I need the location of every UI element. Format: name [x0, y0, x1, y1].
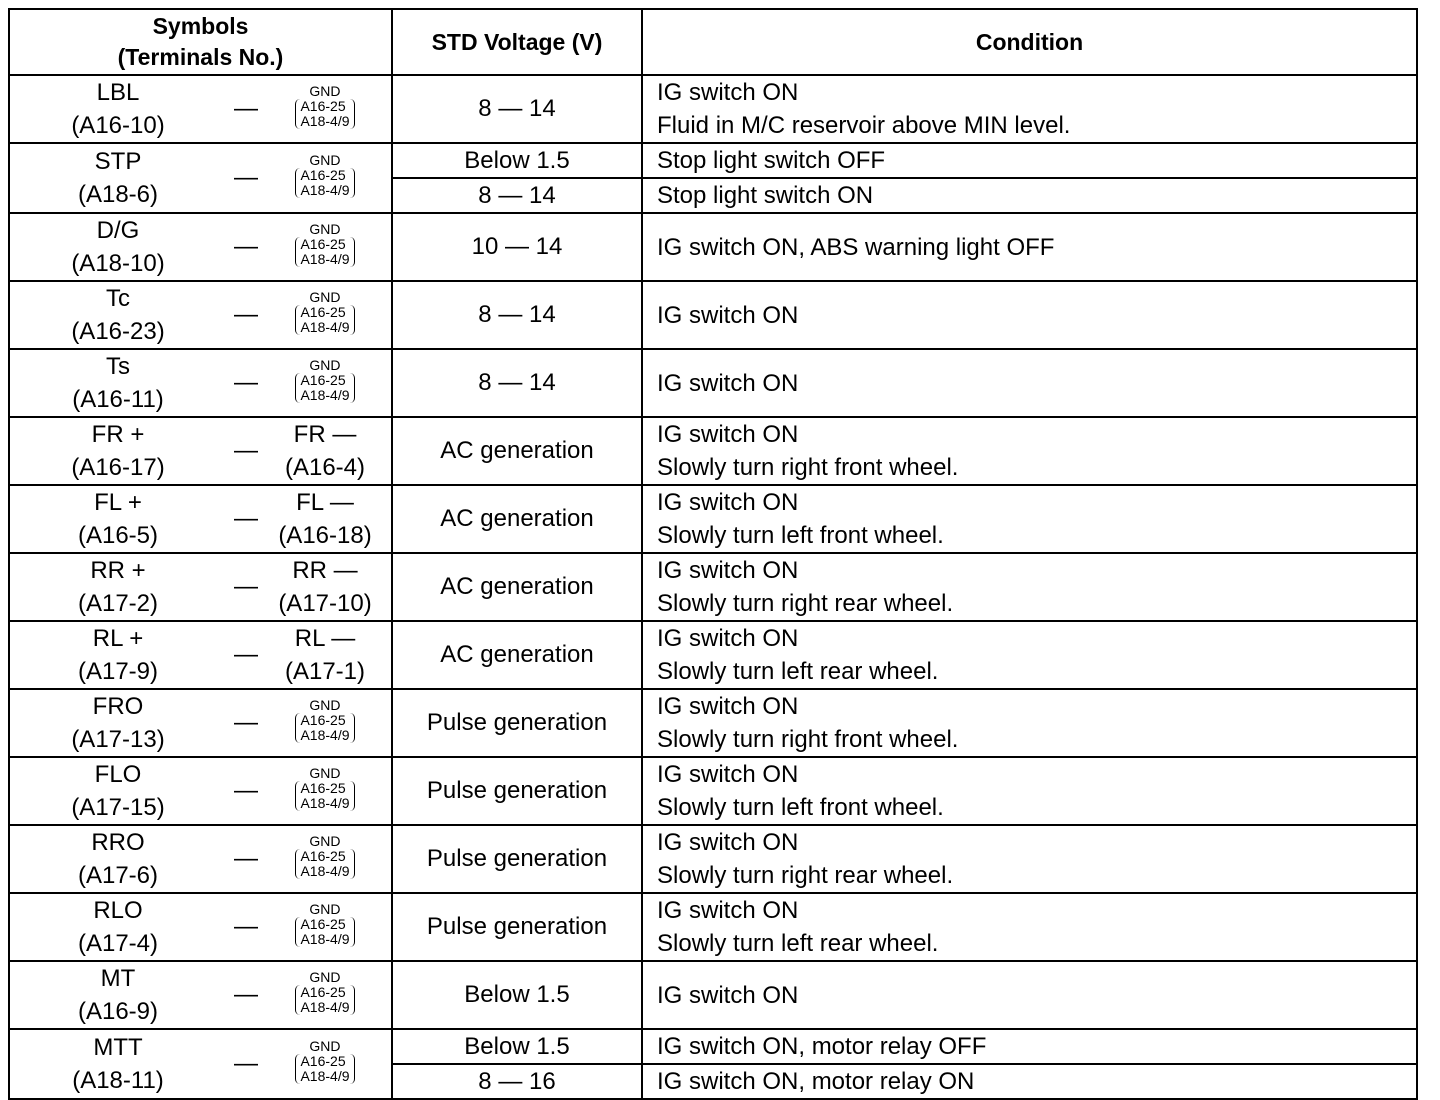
ground-label: GND — [309, 1037, 341, 1054]
ground-reference — [295, 358, 354, 403]
condition-cell — [642, 961, 1417, 1029]
ground-terminals-bracket — [295, 713, 354, 743]
ground-terminal-2: A18-4/9 — [300, 862, 350, 879]
terminal-right — [266, 486, 384, 552]
table-row — [9, 825, 1417, 893]
voltage-spec-table — [8, 8, 1418, 1100]
right-terminal-number: (A17-10) — [278, 590, 372, 617]
terminal-number: (A16-11) — [72, 386, 164, 413]
ground-label: GND — [309, 764, 341, 781]
std-voltage-cell: Pulse generation — [392, 825, 642, 893]
terminal-right — [266, 222, 384, 273]
ground-terminal-2: A18-4/9 — [300, 998, 350, 1015]
right-terminal-number: (A16-18) — [278, 522, 372, 549]
symbol-cell — [9, 349, 392, 417]
symbol-name: Ts — [106, 353, 130, 380]
symbol-group — [10, 214, 391, 280]
condition-line: IG switch ON, ABS warning light OFF — [657, 233, 1055, 261]
symbol-name: RR + — [90, 557, 146, 584]
ground-label: GND — [309, 696, 341, 713]
condition-line: Stop light switch OFF — [657, 147, 886, 174]
terminal-right — [266, 622, 384, 688]
ground-terminal-1: A16-25 — [300, 779, 346, 796]
std-voltage-cell: AC generation — [392, 417, 642, 485]
table-row — [9, 553, 1417, 621]
symbol-name: D/G — [96, 217, 140, 244]
dash-separator: — — [234, 164, 258, 191]
symbol-name: MTT — [93, 1034, 143, 1061]
symbol-group — [10, 758, 391, 824]
symbol-cell — [9, 281, 392, 349]
ground-reference — [295, 84, 354, 129]
terminal-left — [10, 1031, 226, 1097]
condition-line: Slowly turn left front wheel. — [657, 794, 944, 821]
dash-separator: — — [234, 437, 258, 464]
ground-reference — [295, 766, 354, 811]
terminal-right — [266, 902, 384, 953]
terminal-right — [266, 834, 384, 885]
header-symbols-line2: (Terminals No.) — [117, 44, 284, 70]
symbol-cell — [9, 893, 392, 961]
ground-reference — [295, 1039, 354, 1084]
condition-line: Slowly turn left rear wheel. — [657, 658, 939, 685]
condition-cell — [642, 75, 1417, 143]
condition-line: Slowly turn right front wheel. — [657, 454, 959, 481]
ground-terminals-bracket — [295, 781, 354, 811]
symbol-group — [10, 486, 391, 552]
condition-cell — [642, 825, 1417, 893]
symbol-group — [10, 282, 391, 348]
std-voltage-cell: 8 — 14 — [392, 349, 642, 417]
ground-terminal-2: A18-4/9 — [300, 794, 350, 811]
ground-terminals-bracket — [295, 99, 354, 129]
symbol-group — [10, 554, 391, 620]
std-voltage-cell: 10 — 14 — [392, 213, 642, 281]
terminal-right — [266, 153, 384, 204]
ground-terminal-1: A16-25 — [300, 371, 346, 388]
table-row — [9, 893, 1417, 961]
symbol-cell — [9, 213, 392, 281]
terminal-right — [266, 766, 384, 817]
terminal-left — [10, 894, 226, 960]
symbol-cell — [9, 1029, 392, 1099]
ground-terminal-1: A16-25 — [300, 847, 346, 864]
condition-line: IG switch ON — [657, 79, 799, 106]
condition-cell — [642, 417, 1417, 485]
terminal-number: (A17-13) — [71, 726, 165, 753]
condition-line: Slowly turn left rear wheel. — [657, 930, 939, 957]
symbol-cell — [9, 621, 392, 689]
condition-cell — [642, 485, 1417, 553]
table-row — [9, 689, 1417, 757]
terminal-left — [10, 622, 226, 688]
ground-label: GND — [309, 832, 341, 849]
terminal-number: (A17-2) — [77, 590, 159, 617]
condition-line: IG switch ON — [657, 369, 799, 397]
terminal-number: (A16-10) — [71, 112, 165, 139]
condition-line: Fluid in M/C reservoir above MIN level. — [657, 112, 1071, 139]
std-voltage-cell: Below 1.5 — [392, 143, 642, 178]
ground-label: GND — [309, 288, 341, 305]
ground-label: GND — [309, 900, 341, 917]
symbol-cell — [9, 417, 392, 485]
right-terminal-number: (A17-1) — [284, 658, 366, 685]
terminal-right — [266, 970, 384, 1021]
condition-line: IG switch ON — [657, 421, 799, 448]
right-terminal-number: (A16-4) — [284, 454, 366, 481]
ground-terminals-bracket — [295, 917, 354, 947]
condition-line: IG switch ON — [657, 301, 799, 329]
symbol-cell — [9, 75, 392, 143]
terminal-number: (A18-10) — [71, 250, 165, 277]
condition-line: Slowly turn right front wheel. — [657, 726, 959, 753]
std-voltage-cell: Pulse generation — [392, 757, 642, 825]
std-voltage-cell: Below 1.5 — [392, 1029, 642, 1064]
terminal-right — [266, 358, 384, 409]
dash-separator: — — [234, 777, 258, 804]
header-symbols-line1: Symbols — [152, 13, 249, 39]
std-voltage-cell: AC generation — [392, 485, 642, 553]
ground-reference — [295, 834, 354, 879]
table-row — [9, 757, 1417, 825]
condition-line: IG switch ON — [657, 625, 799, 652]
dash-separator: — — [234, 981, 258, 1008]
terminal-left — [10, 282, 226, 348]
ground-terminals-bracket — [295, 1054, 354, 1084]
condition-cell — [642, 178, 1417, 213]
ground-terminals-bracket — [295, 305, 354, 335]
ground-label: GND — [309, 968, 341, 985]
condition-line: IG switch ON — [657, 557, 799, 584]
terminal-number: (A17-6) — [77, 862, 159, 889]
terminal-number: (A17-4) — [77, 930, 159, 957]
table-row — [9, 143, 1417, 178]
ground-terminals-bracket — [295, 168, 354, 198]
ground-terminal-1: A16-25 — [300, 97, 346, 114]
condition-cell — [642, 281, 1417, 349]
symbol-cell — [9, 689, 392, 757]
terminal-number: (A16-9) — [77, 998, 159, 1025]
dash-separator: — — [234, 369, 258, 396]
symbol-name: RLO — [93, 897, 143, 924]
header-condition: Condition — [642, 9, 1417, 75]
ground-terminal-2: A18-4/9 — [300, 386, 350, 403]
symbol-cell — [9, 553, 392, 621]
ground-label: GND — [309, 220, 341, 237]
terminal-left — [10, 486, 226, 552]
symbol-cell — [9, 143, 392, 213]
terminal-right — [266, 290, 384, 341]
condition-line: Slowly turn right rear wheel. — [657, 862, 954, 889]
condition-cell — [642, 143, 1417, 178]
symbol-group — [10, 690, 391, 756]
symbol-group — [10, 418, 391, 484]
terminal-number: (A16-5) — [77, 522, 159, 549]
ground-label: GND — [309, 356, 341, 373]
terminal-left — [10, 145, 226, 211]
std-voltage-cell: Pulse generation — [392, 689, 642, 757]
terminal-right — [266, 418, 384, 484]
condition-line: IG switch ON — [657, 693, 799, 720]
condition-line: Slowly turn left front wheel. — [657, 522, 944, 549]
terminal-right — [266, 698, 384, 749]
ground-terminal-2: A18-4/9 — [300, 726, 350, 743]
header-row — [9, 9, 1417, 75]
std-voltage-cell: 8 — 14 — [392, 178, 642, 213]
std-voltage-cell: 8 — 14 — [392, 75, 642, 143]
ground-terminals-bracket — [295, 237, 354, 267]
condition-line: IG switch ON — [657, 829, 799, 856]
table-row — [9, 213, 1417, 281]
ground-terminal-2: A18-4/9 — [300, 250, 350, 267]
dash-separator: — — [234, 1050, 258, 1077]
table-row — [9, 281, 1417, 349]
dash-separator: — — [234, 233, 258, 260]
condition-line: IG switch ON, motor relay OFF — [657, 1033, 987, 1060]
ground-terminal-2: A18-4/9 — [300, 181, 350, 198]
symbol-name: FR + — [91, 421, 145, 448]
condition-line: IG switch ON, motor relay ON — [657, 1068, 975, 1095]
dash-separator: — — [234, 845, 258, 872]
std-voltage-cell: 8 — 14 — [392, 281, 642, 349]
ground-terminal-2: A18-4/9 — [300, 930, 350, 947]
terminal-left — [10, 826, 226, 892]
right-symbol-name: FR — — [293, 421, 357, 448]
ground-terminals-bracket — [295, 849, 354, 879]
std-voltage-cell: AC generation — [392, 621, 642, 689]
symbol-name: Tc — [106, 285, 130, 312]
table-row — [9, 75, 1417, 143]
ground-reference — [295, 902, 354, 947]
condition-line: IG switch ON — [657, 489, 799, 516]
condition-cell — [642, 553, 1417, 621]
condition-cell — [642, 689, 1417, 757]
symbol-group — [10, 1030, 391, 1098]
condition-line: IG switch ON — [657, 897, 799, 924]
dash-separator: — — [234, 573, 258, 600]
std-voltage-cell: AC generation — [392, 553, 642, 621]
condition-cell — [642, 349, 1417, 417]
ground-terminal-1: A16-25 — [300, 915, 346, 932]
symbol-group — [10, 962, 391, 1028]
symbol-name: FL + — [94, 489, 142, 516]
ground-terminal-1: A16-25 — [300, 166, 346, 183]
dash-separator: — — [234, 641, 258, 668]
ground-reference — [295, 222, 354, 267]
terminal-left — [10, 690, 226, 756]
condition-line: Slowly turn right rear wheel. — [657, 590, 954, 617]
symbol-group — [10, 622, 391, 688]
dash-separator: — — [234, 505, 258, 532]
ground-terminal-1: A16-25 — [300, 235, 346, 252]
terminal-left — [10, 418, 226, 484]
terminal-number: (A16-23) — [71, 318, 165, 345]
table-row — [9, 485, 1417, 553]
symbol-name: RRO — [91, 829, 145, 856]
condition-cell — [642, 1029, 1417, 1064]
symbol-cell — [9, 961, 392, 1029]
symbol-name: STP — [94, 148, 142, 175]
terminal-left — [10, 554, 226, 620]
symbol-group — [10, 350, 391, 416]
condition-cell — [642, 757, 1417, 825]
dash-separator: — — [234, 913, 258, 940]
ground-terminal-1: A16-25 — [300, 1052, 346, 1069]
terminal-number: (A18-6) — [77, 181, 159, 208]
ground-reference — [295, 698, 354, 743]
dash-separator: — — [234, 709, 258, 736]
condition-line: Stop light switch ON — [657, 182, 874, 209]
terminal-right — [266, 554, 384, 620]
ground-terminal-1: A16-25 — [300, 983, 346, 1000]
std-voltage-cell: Pulse generation — [392, 893, 642, 961]
dash-separator: — — [234, 301, 258, 328]
symbol-cell — [9, 757, 392, 825]
dash-separator: — — [234, 95, 258, 122]
terminal-left — [10, 350, 226, 416]
terminal-number: (A17-9) — [77, 658, 159, 685]
header-voltage: STD Voltage (V) — [392, 9, 642, 75]
table-row — [9, 961, 1417, 1029]
condition-cell — [642, 621, 1417, 689]
ground-terminals-bracket — [295, 373, 354, 403]
table-row — [9, 349, 1417, 417]
right-symbol-name: FL — — [296, 489, 354, 516]
condition-cell — [642, 213, 1417, 281]
terminal-number: (A16-17) — [71, 454, 165, 481]
ground-terminal-1: A16-25 — [300, 303, 346, 320]
terminal-number: (A17-15) — [71, 794, 165, 821]
condition-line: IG switch ON — [657, 981, 799, 1009]
symbol-name: MT — [100, 965, 136, 992]
symbol-name: FLO — [94, 761, 142, 788]
terminal-right — [266, 84, 384, 135]
symbol-group — [10, 826, 391, 892]
symbol-name: RL + — [92, 625, 144, 652]
ground-terminal-2: A18-4/9 — [300, 112, 350, 129]
ground-reference — [295, 290, 354, 335]
terminal-number: (A18-11) — [72, 1067, 164, 1094]
std-voltage-cell: 8 — 16 — [392, 1064, 642, 1099]
terminal-left — [10, 758, 226, 824]
table-row — [9, 417, 1417, 485]
symbol-name: FRO — [92, 693, 144, 720]
table-row — [9, 1029, 1417, 1064]
symbol-group — [10, 144, 391, 212]
ground-terminal-2: A18-4/9 — [300, 318, 350, 335]
right-symbol-name: RL — — [294, 625, 356, 652]
symbol-cell — [9, 825, 392, 893]
table-body — [9, 75, 1417, 1099]
ground-terminals-bracket — [295, 985, 354, 1015]
ground-reference — [295, 970, 354, 1015]
ground-reference — [295, 153, 354, 198]
header-symbols — [9, 9, 392, 75]
condition-line: IG switch ON — [657, 761, 799, 788]
symbol-name: LBL — [96, 79, 140, 106]
symbol-cell — [9, 485, 392, 553]
std-voltage-cell: Below 1.5 — [392, 961, 642, 1029]
ground-terminal-2: A18-4/9 — [300, 1067, 350, 1084]
right-symbol-name: RR — — [292, 557, 358, 584]
ground-label: GND — [309, 82, 341, 99]
ground-label: GND — [309, 151, 341, 168]
terminal-left — [10, 214, 226, 280]
table-row — [9, 621, 1417, 689]
condition-cell — [642, 893, 1417, 961]
terminal-left — [10, 76, 226, 142]
terminal-left — [10, 962, 226, 1028]
symbol-group — [10, 894, 391, 960]
ground-terminal-1: A16-25 — [300, 711, 346, 728]
symbol-group — [10, 76, 391, 142]
